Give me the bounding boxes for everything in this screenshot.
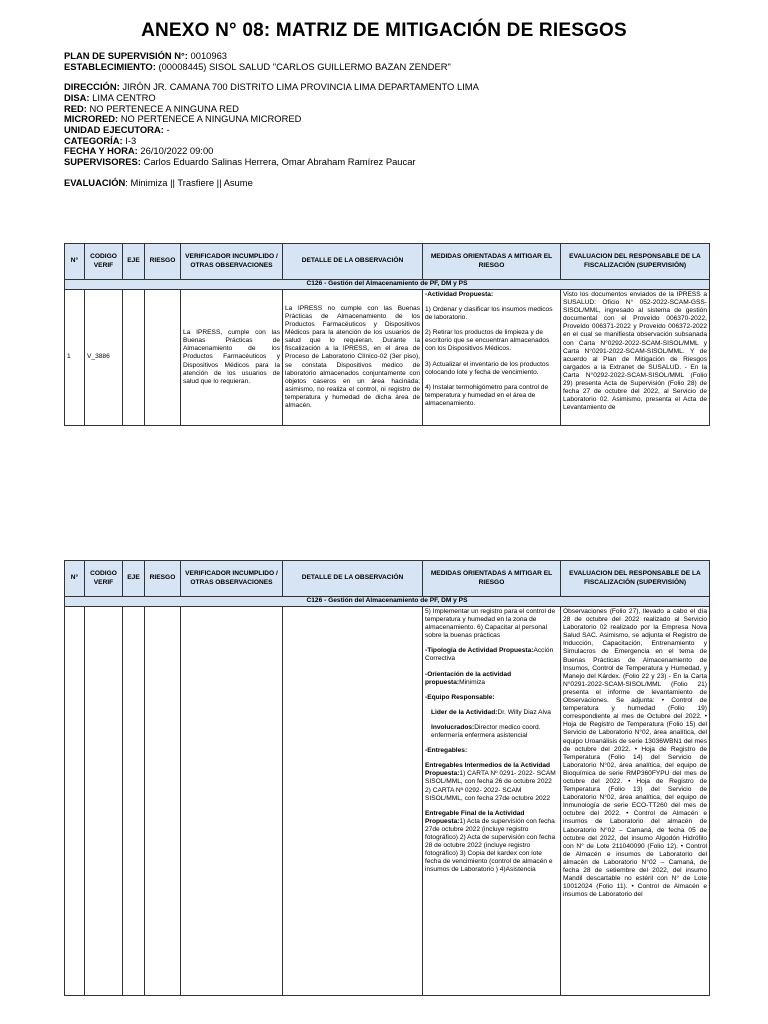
row-evaluacion [561, 290, 710, 426]
ue-label: UNIDAD EJECUTORA: [64, 124, 164, 135]
estab-line [64, 61, 451, 72]
header-evaluacion: EVALUACION DEL RESPONSABLE DE LA FISCALIZACIÓN (SUPERVISIÓN) [561, 244, 710, 280]
header-medidas: MEDIDAS ORIENTADAS A MITIGAR EL RIESGO [423, 561, 561, 597]
page-title: ANEXO N° 08: MATRIZ DE MITIGACIÓN DE RIESGOS [141, 20, 627, 41]
header-verificador: VERIFICADOR INCUMPLIDO / OTRAS OBSERVACIONES [181, 244, 283, 280]
orientacion-value: Minimiza [459, 678, 486, 686]
row-medidas [423, 607, 561, 996]
row-codigo [85, 607, 123, 996]
evaluacion-label: EVALUACIÓN [64, 177, 126, 188]
orientacion-label: -Orientación de la actividad propuesta: [425, 670, 512, 686]
header-medidas: MEDIDAS ORIENTADAS A MITIGAR EL RIESGO [423, 244, 561, 280]
header-detalle: DETALLE DE LA OBSERVACIÓN [283, 244, 423, 280]
plan-line [64, 50, 227, 61]
categoria-label: CATEGORÍA: [64, 135, 123, 146]
estab-value: (00008445) SISOL SALUD "CARLOS GUILLERMO BAZAN ZENDER" [155, 61, 451, 72]
final-label: Entregable Final de la Actividad Propuesta: [425, 809, 525, 825]
medidas-item-3: 3) Actualizar el inventario de los productos colocando lote y fecha de vencimiento. [425, 360, 549, 376]
microred-value: NO PERTENECE A NINGUNA MICRORED [118, 113, 302, 124]
medidas-title: -Actividad Propuesta: [425, 291, 494, 298]
involucrados-label: Involucrados: [431, 723, 475, 731]
dir-value: JIRÓN JR. CAMANA 700 DISTRITO LIMA PROVINCIA LIMA DEPARTAMENTO LIMA [119, 81, 479, 92]
header-n: N° [65, 561, 85, 597]
header-codigo: CODIGO VERIF [85, 244, 123, 280]
header-eje: EJE [123, 244, 145, 280]
evaluacion-value: : Minimiza || Trasfiere || Asume [125, 177, 253, 188]
row-verificador [181, 607, 283, 996]
section-row: C126 - Gestión del Almacenamiento de PF, DM y PS [65, 597, 710, 607]
medidas-continued: 5) Implementar un registro para el control de temperatura y humedad en la zona de almacenamiento. 6) Capacitar al personal sobre la buenas prácticas [425, 608, 556, 640]
intermedios-value: 1) CARTA Nº 0291- 2022- SCAM SISOL/MML, con fecha 26 de octubre 2022 [425, 770, 556, 786]
intermedios-value-2: 2) CARTA Nº 0292- 2022- SCAM SISOL/MML, con fecha 27de octubre 2022 [425, 786, 550, 802]
row-riesgo [145, 290, 181, 426]
row-eje [123, 290, 145, 426]
ue-value: - [163, 124, 170, 135]
row-eje [123, 607, 145, 996]
header-riesgo: RIESGO [145, 561, 181, 597]
fecha-value: 26/10/2022 09:00 [137, 145, 214, 156]
ue-line [64, 124, 170, 135]
fecha-line [64, 145, 213, 156]
tipologia-label: -Tipologia de Actividad Propuesta: [425, 647, 534, 655]
equipo-label: -Equipo Responsable: [425, 693, 495, 701]
medidas-item-4: 4) Instalar termohigómetro para control de temperatura y humedad en el área de almacenamiento. [425, 383, 549, 407]
evaluacion-line [64, 177, 253, 188]
disa-line [64, 92, 156, 103]
header-verificador: VERIFICADOR INCUMPLIDO / OTRAS OBSERVACIONES [181, 561, 283, 597]
row-detalle: La IPRESS no cumple con las Buenas Prácticas de Almacenamiento de los Productos Farmacéuticos y Dispositivos Médicos para la atención de los usuarios de salud que lo requieran. Durante la fiscalización a la IPRESS, en el área de Proceso de Laboratorio Clínico-02 (3er piso), se constata Dispositivos medico de laboratorio almacenados conjuntamente con objetos caseros en un área hacinada; asimismo, no realiza el control, ni registro de temperatura y humedad de dicha área de almacén. [283, 290, 423, 426]
dir-label: DIRECCIÓN: [64, 81, 120, 92]
microred-line [64, 113, 301, 124]
entregables-label: -Entregables: [425, 747, 468, 755]
red-label: RED: [64, 103, 87, 114]
evaluacion-text: Visto los documentos enviados de la IPRESS a SUSALUD: Oficio N° 052-2022-SCAM-GSS-SISOL/MML, ingresado al sistema de gestión documental con el Proveído 006370-2022, Proveído 006371-2022 y Proveído 006372-2022 en el cual se manifiesta observación subsanada con Carta N°0292-2022-SCAM-SISOL/MML y Carta N°0291-2022-SCAM-SISOL/MML. Y de acuerdo al Plan de Mitigación de Riesgos cargados a la Extranet de SUSALUD. - En la Carta N°0292-2022-SCAM-SISOL/MML (Folio 29) presenta Acta de Supervisión (Folio 28) de fecha 27 de octubre del 2022, al Servicio de Laboratorio 02. Asimismo, presenta el Acta de Levantamiento de [563, 291, 707, 412]
evaluacion-text: Observaciones (Folio 27), llevado a cabo el día 28 de octubre del 2022 realizado al Servicio Laboratorio 02 realizado por la Empresa Nova Salud SAC. Asimismo, se adjunta el Registro de Inducción, Capacitación, Entrenamiento y Simulacros de Emergencia en el tema de Buenas Prácticas de Almacenamiento de Insumos, Control de Temperatura y Humedad, y Manejo del Kárdex. (Folio 22 y 23) - En la Carta N°0291-2022-SCAM-SISOL/MML (Folio 21) presenta el informe de levantamiento de Observaciones. Se adjunta: • Control de temperatura y humedad (Folio 19) correspondiente al mes de Octubre del 2022. • Hoja de Registro de Temperatura (Folio 15) del Servicio de Laboratorio N°02, área analítica, del equipo Uroanálisis de serie 13036WBN1 del mes de octubre del 2022. • Hoja de Registro de Temperatura (Folio 14) del Servicio de Laboratorio N°02, área analítica, del equipo de Bioquímica de serie RMP360FYPU del mes de octubre del 2022. • Hoja de Registro de Temperatura (Folio 13) del Servicio de Laboratorio N°02, área analítica, del equipo de Inmunología de serie ECO-TT260 del mes de octubre del 2022. • Control de Almacén e insumos de Laboratorio del almacén de Laboratorio N°02 – Camaná, de fecha 05 de octubre del 2022, del insumo Algodón Hidrófilo con N° de Lote 211040090 (Folio 12). • Control de Almacén e insumos de Laboratorio del almacén de Laboratorio N°02 – Camaná, de fecha 28 de setiembre del 2022, del insumo Mandil descartable no estéril con N° de Lote 10012024 (Folio 11). • Control de Almacén e insumos de Laboratorio del [563, 608, 707, 899]
disa-value: LIMA CENTRO [89, 92, 156, 103]
estab-label: ESTABLECIMIENTO: [64, 61, 156, 72]
categoria-value: I-3 [122, 135, 137, 146]
table-row [65, 290, 710, 426]
disa-label: DISA: [64, 92, 90, 103]
header-eje: EJE [123, 561, 145, 597]
plan-label: PLAN DE SUPERVISIÓN N°: [64, 50, 188, 61]
fecha-label: FECHA Y HORA: [64, 145, 138, 156]
header-riesgo: RIESGO [145, 244, 181, 280]
row-detalle [283, 607, 423, 996]
red-value: NO PERTENECE A NINGUNA RED [86, 103, 239, 114]
supervisores-label: SUPERVISORES: [64, 156, 141, 167]
risk-matrix-table-1 [64, 243, 710, 426]
involucrados-value: Director medico coord. enfermería enfermera asistencial [431, 723, 541, 740]
lider-value: Dr. Willy Diaz Alva [497, 708, 551, 716]
risk-matrix-table-2 [64, 560, 710, 996]
microred-label: MICRORED: [64, 113, 119, 124]
supervisores-value: Carlos Eduardo Salinas Herrera, Omar Abraham Ramírez Paucar [140, 156, 416, 167]
header-evaluacion: EVALUACION DEL RESPONSABLE DE LA FISCALIZACIÓN (SUPERVISIÓN) [561, 561, 710, 597]
medidas-item-2: 2) Retirar los productos de limpieza y de escritorio que se encuentran almacenados con los Dispositivos Médicos. [425, 329, 550, 353]
row-medidas [423, 290, 561, 426]
tipologia-value: Acción Correctiva [425, 647, 554, 663]
plan-value: 0010963 [187, 50, 228, 61]
medidas-item-1: 1) Ordenar y clasificar los insumos medicos de laboratorio. [425, 306, 553, 322]
intermedios-label: Entregables Intermedios de la Actividad Propuesta: [425, 762, 551, 778]
lider-label: Lider de la Actividad: [431, 708, 498, 716]
row-evaluacion [561, 607, 710, 996]
row-riesgo [145, 607, 181, 996]
final-value: 1) Acta de supervisión con fecha 27de octubre 2022 (incluye registro fotográfico) 2) Acta de supervisión con fecha 28 de octubre 2022 (incluye registro fotográfico) 3) Copia del kardex con lote fecha de vencimiento (control de almacén e insumos de Laboratorio ) 4)Asistencia [425, 817, 556, 874]
header-detalle: DETALLE DE LA OBSERVACIÓN [283, 561, 423, 597]
row-number: 1 [65, 290, 85, 426]
row-number [65, 607, 85, 996]
supervisores-line [64, 156, 416, 167]
table-row [65, 607, 710, 996]
header-codigo: CODIGO VERIF [85, 561, 123, 597]
dir-line [64, 81, 479, 92]
row-codigo: V_3886 [85, 290, 123, 426]
section-row: C126 - Gestión del Almacenamiento de PF, DM y PS [65, 280, 710, 290]
row-verificador: La IPRESS, cumple con las Buenas Prácticas de Almacenamiento de los Productos Farmacéuticos y Dispositivos Médicos para la atención de los usuarios de salud que lo requieran. [181, 290, 283, 426]
header-n: N° [65, 244, 85, 280]
